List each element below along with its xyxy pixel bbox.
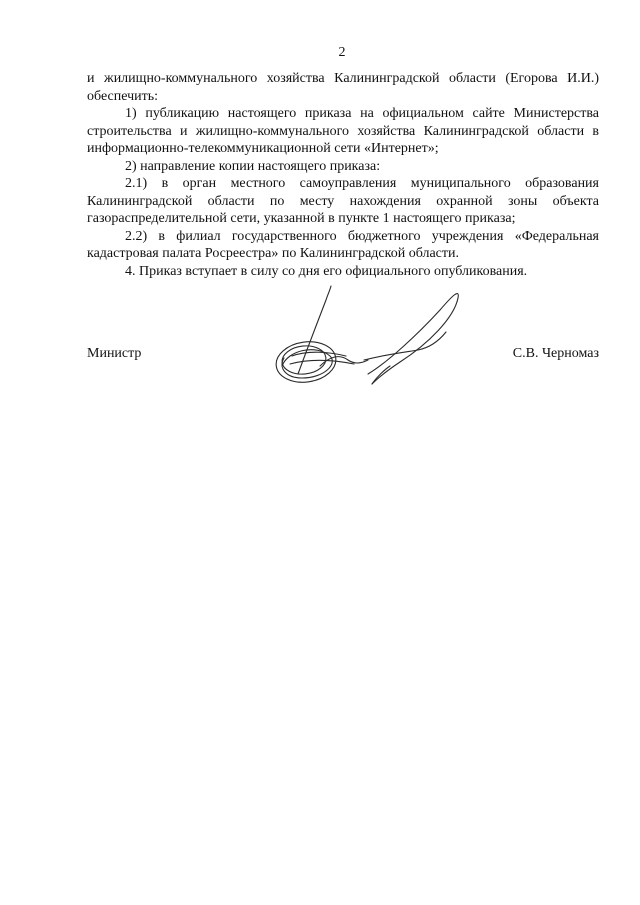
document-body (87, 70, 599, 280)
paragraph-item-2: 2) направление копии настоящего приказа: (125, 158, 381, 174)
signature-block (87, 345, 599, 385)
paragraph-item-4: 4. Приказ вступает в силу со дня его официального опубликования. (125, 263, 528, 279)
paragraph-item-2-2: 2.2) в филиал государственного бюджетного учреждения «Федеральная кадастровая палата Росреестра» по Калининградской области. (87, 228, 599, 261)
signatory-name: С.В. Черномаз (512, 346, 599, 361)
paragraph-item-1: 1) публикацию настоящего приказа на официальном сайте Министерства строительства и жилищно-коммунального хозяйства Калининградской области в информационно-телекоммуникационной сети «Интернет»; (87, 106, 599, 156)
paragraph-continuation: и жилищно-коммунального хозяйства Калининградской области (Егорова И.И.) обеспечить: (87, 71, 599, 104)
page-number: 2 (338, 45, 346, 60)
paragraph-item-2-1: 2.1) в орган местного самоуправления муниципального образования Калининградской области по месту нахождения охранной зоны объекта газораспределительной сети, указанной в пункте 1 настоящего приказа; (87, 176, 599, 226)
signatory-title: Министр (87, 346, 142, 361)
